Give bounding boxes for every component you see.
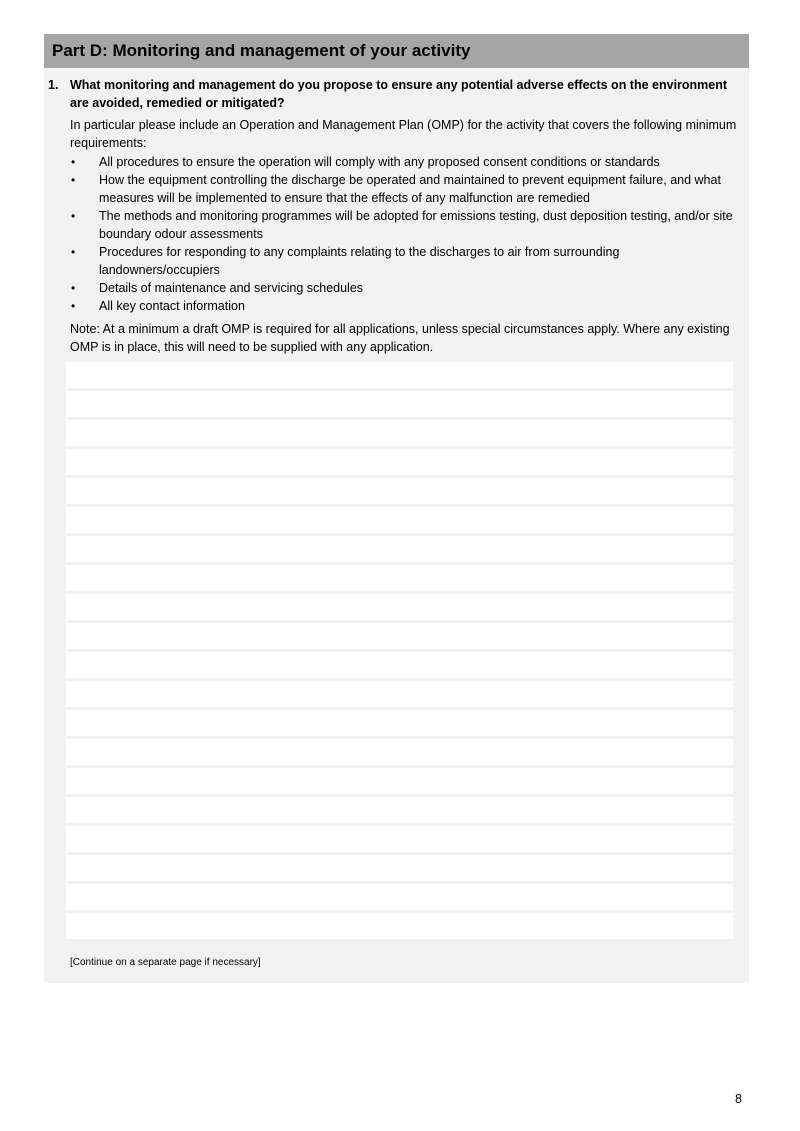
question-body — [48, 116, 738, 356]
question-note: Note: At a minimum a draft OMP is required for all applications, unless special circumstances apply. Where any existing OMP is in place, this will need to be supplied with any application. — [70, 322, 730, 354]
answer-text-field[interactable] — [66, 362, 733, 947]
answer-line[interactable] — [66, 826, 733, 855]
answer-line[interactable] — [66, 710, 733, 739]
requirement-text: The methods and monitoring programmes will be adopted for emissions testing, dust deposition testing, and/or site boundary odour assessments — [99, 209, 733, 241]
answer-line[interactable] — [66, 565, 733, 594]
list-item — [70, 171, 738, 207]
answer-line[interactable] — [66, 884, 733, 913]
answer-line[interactable] — [66, 507, 733, 536]
bullet-icon: • — [71, 299, 76, 313]
requirement-text: Details of maintenance and servicing schedules — [99, 281, 364, 295]
requirement-text: Procedures for responding to any complaints relating to the discharges to air from surrounding landowners/occupiers — [99, 245, 620, 277]
answer-line[interactable] — [66, 478, 733, 507]
answer-line[interactable] — [66, 391, 733, 420]
section-title: Part D: Monitoring and management of your activity — [52, 41, 471, 60]
list-item — [70, 243, 738, 279]
bullet-icon: • — [71, 155, 76, 169]
answer-line[interactable] — [66, 652, 733, 681]
answer-line[interactable] — [66, 797, 733, 826]
answer-line[interactable] — [66, 739, 733, 768]
answer-line[interactable] — [66, 855, 733, 884]
page-number: 8 — [735, 1092, 742, 1106]
list-item — [70, 279, 738, 297]
question-text: What monitoring and management do you propose to ensure any potential adverse effects on the environment are avoided, remedied or mitigated? — [70, 78, 728, 110]
answer-line[interactable] — [66, 420, 733, 449]
list-item — [70, 153, 738, 171]
list-item — [70, 207, 738, 243]
section-header — [44, 34, 749, 68]
bullet-icon: • — [71, 209, 76, 223]
question-block — [48, 76, 738, 356]
answer-line[interactable] — [66, 449, 733, 478]
answer-line[interactable] — [66, 536, 733, 565]
requirement-text: All procedures to ensure the operation will comply with any proposed consent conditions or standards — [99, 155, 660, 169]
answer-line[interactable] — [66, 913, 733, 942]
continue-note: [Continue on a separate page if necessary] — [70, 957, 261, 968]
bullet-icon: • — [71, 281, 76, 295]
requirements-list — [70, 153, 738, 315]
answer-line[interactable] — [66, 623, 733, 652]
bullet-icon: • — [71, 173, 76, 187]
answer-line[interactable] — [66, 594, 733, 623]
answer-line[interactable] — [66, 362, 733, 391]
requirement-text: How the equipment controlling the discharge be operated and maintained to prevent equipment failure, and what measures will be implemented to ensure that the effects of any malfunction are remedied — [99, 173, 721, 205]
question-number: 1. — [48, 78, 59, 92]
answer-line[interactable] — [66, 768, 733, 797]
answer-line[interactable] — [66, 681, 733, 710]
requirement-text: All key contact information — [99, 299, 245, 313]
list-item — [70, 297, 738, 315]
bullet-icon: • — [71, 245, 76, 259]
question-intro: In particular please include an Operation and Management Plan (OMP) for the activity that covers the following minimum requirements: — [70, 118, 737, 150]
question-heading — [48, 76, 738, 112]
